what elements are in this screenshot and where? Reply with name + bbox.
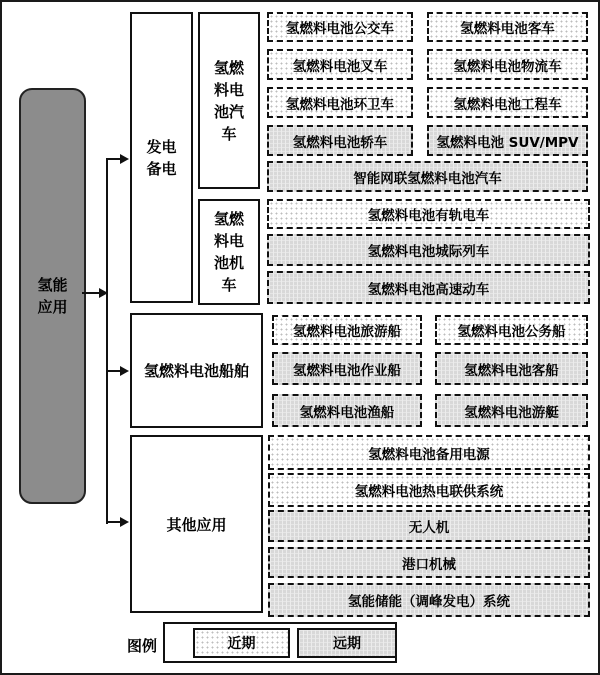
item-fc-yacht: 氢燃料电池游艇 [435,394,588,427]
item-fc-official-boat: 氢燃料电池公务船 [435,315,588,345]
item-intelligent-connected-fcv: 智能网联氢燃料电池汽车 [267,161,588,192]
category-fuel-cell-ships-label: 氢燃料电池船舶 [143,362,249,380]
connector-trunk [106,158,108,524]
item-fc-tram: 氢燃料电池有轨电车 [267,199,590,229]
category-fuel-cell-locomotives-label: 氢燃料电池机车 [213,210,244,294]
root-node-label: 氢能应用 [37,276,68,316]
item-fc-tour-boat: 氢燃料电池旅游船 [272,315,422,345]
connector-branch-ships [106,370,121,372]
root-node-hydrogen-applications [19,88,86,504]
item-fc-suv-mpv: 氢燃料电池 SUV/MPV [427,125,588,156]
category-power-backup [130,12,193,303]
item-fc-forklift: 氢燃料电池叉车 [267,49,413,80]
legend-far-term-sample: 远期 [297,628,397,658]
item-h2-storage-peak-shaving-system: 氢能储能（调峰发电）系统 [268,583,590,617]
item-drone: 无人机 [268,510,590,542]
item-fc-chp-system: 氢燃料电池热电联供系统 [268,473,590,507]
category-fuel-cell-locomotives [198,199,260,305]
category-fuel-cell-ships [130,313,263,428]
arrowhead-ships-icon [120,366,129,376]
item-fc-intercity-train: 氢燃料电池城际列车 [267,234,590,266]
category-fuel-cell-vehicles [198,12,260,189]
item-fc-engineering-truck: 氢燃料电池工程车 [427,87,588,118]
category-other-applications-label: 其他应用 [166,515,227,534]
category-fuel-cell-vehicles-label: 氢燃料电池汽车 [213,58,244,143]
item-fc-coach: 氢燃料电池客车 [427,12,588,42]
item-fc-sanitation-truck: 氢燃料电池环卫车 [267,87,413,118]
item-fc-logistics-truck: 氢燃料电池物流车 [427,49,588,80]
item-fc-high-speed-train: 氢燃料电池高速动车 [267,271,590,304]
item-fc-passenger-ship: 氢燃料电池客船 [435,352,588,385]
item-fc-backup-power: 氢燃料电池备用电源 [268,435,590,470]
item-fc-bus: 氢燃料电池公交车 [267,12,413,42]
item-port-machinery: 港口机械 [268,547,590,578]
item-fc-work-boat: 氢燃料电池作业船 [272,352,422,385]
item-fc-fishing-boat: 氢燃料电池渔船 [272,394,422,427]
category-other-applications [130,435,263,613]
connector-branch-power [106,158,121,160]
category-power-backup-label: 发电备电 [146,137,177,178]
legend-title: 图例 [127,633,161,658]
arrowhead-power-icon [120,154,129,164]
connector-branch-others [106,521,121,523]
arrowhead-others-icon [120,517,129,527]
item-fc-sedan: 氢燃料电池轿车 [267,125,413,156]
legend-near-term-sample: 近期 [193,628,290,658]
